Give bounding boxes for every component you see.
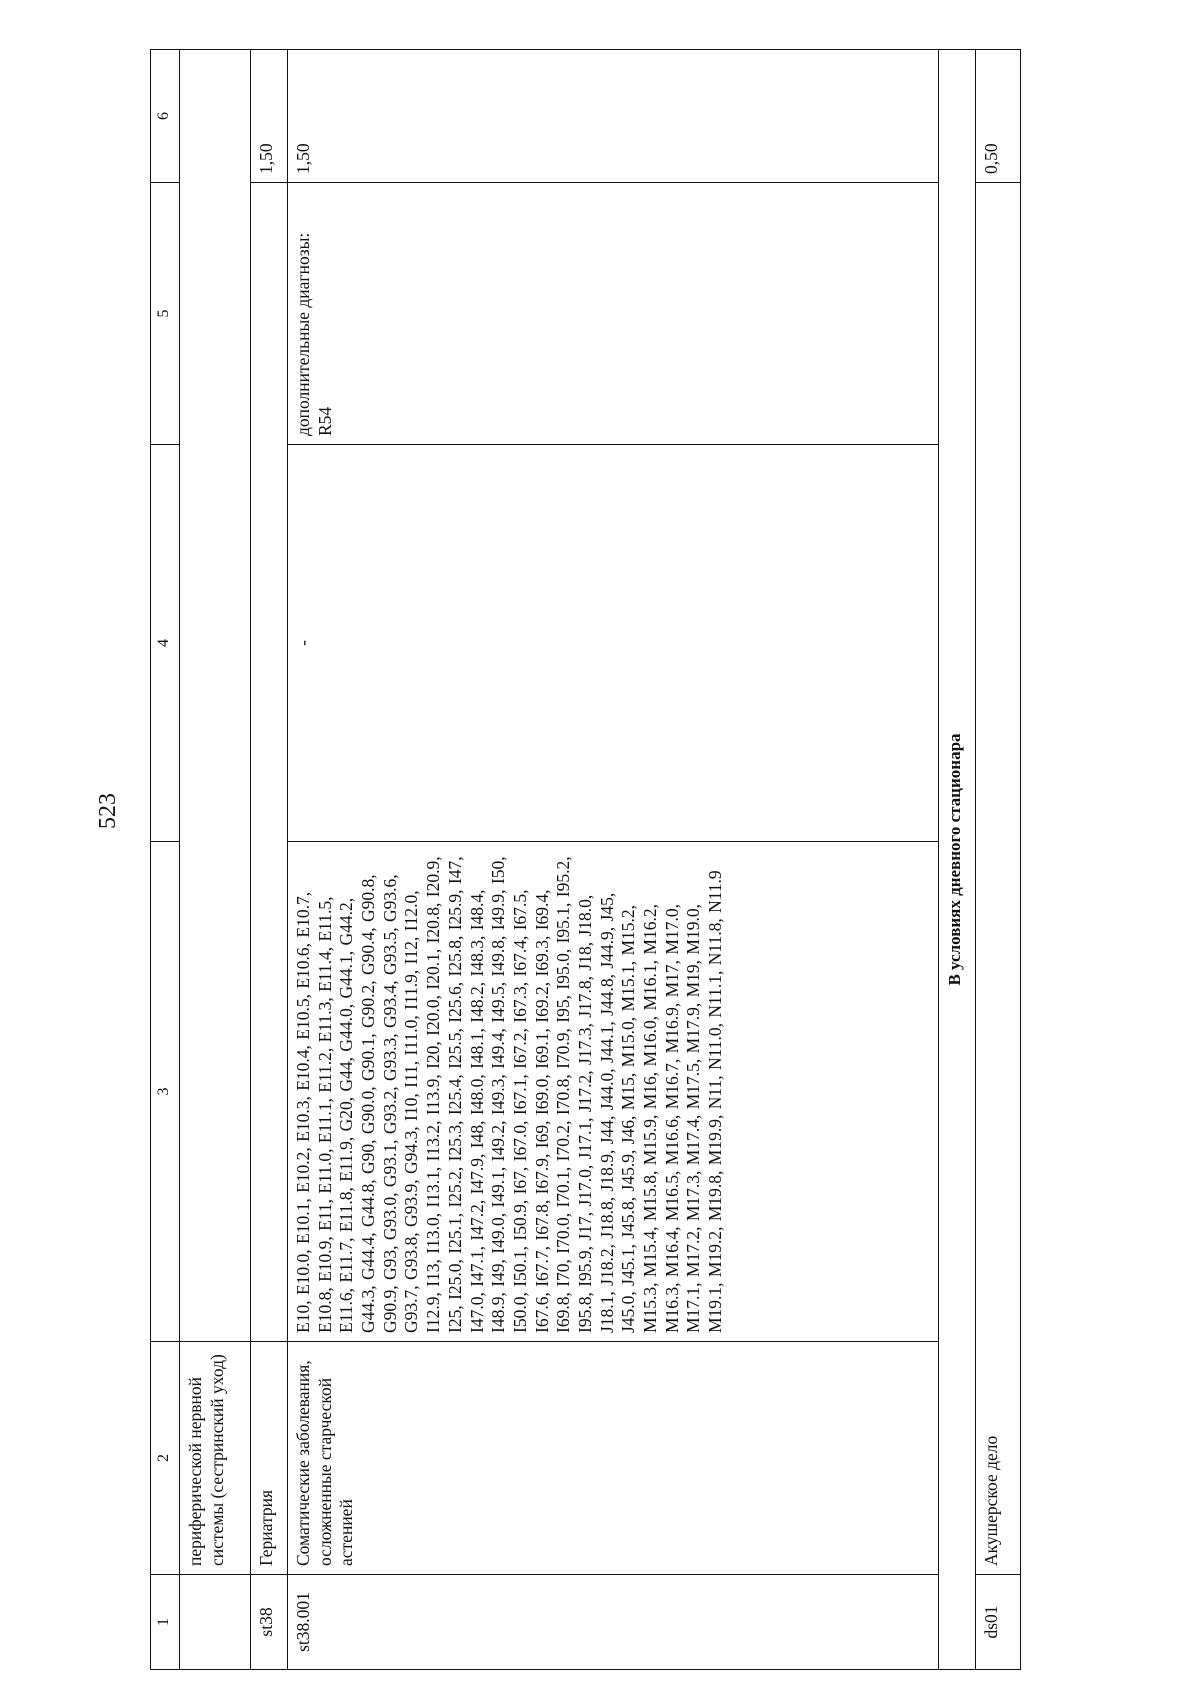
header-cell-5: 5 (151, 183, 180, 445)
row-additional-diagnoses (288, 183, 939, 445)
page-number: 523 (95, 793, 121, 829)
group-coef: 1,50 (251, 50, 288, 183)
continuation-name-cell: периферической нервной системы (сестринский уход) (180, 1342, 251, 1575)
ds-row-code: ds01 (976, 1575, 1021, 1670)
section-title: В условиях дневного стационара (939, 50, 976, 1670)
group-code: st38 (251, 1575, 288, 1670)
row-col4: - (288, 445, 939, 842)
row-diagnosis-codes: E10, E10.0, E10.1, E10.2, E10.3, E10.4, E10.5, E10.6, E10.7, E10.8, E10.9, E11, E11.0, E11.1, E11.2, E11.3, E11.4, E11.5, E11.6, E11.7, E11.8, E11.9, G20, G44, G44.0, G44.1, G44.2, G44.3, G44.4, G44.8, G90, G90.0, G90.1, G90.2, G90.4, G90.8, G90.9, G93, G93.0, G93.1, G93.2, G93.3, G93.4, G93.5, G93.6, G93.7, G93.8, G93.9, G94.3, I10, I11, I11.0, I11.9, I12, I12.0, I12.9, I13, I13.0, I13.1, I13.2, I13.9, I20, I20.0, I20.1, I20.8, I20.9, I25, I25.0, I25.1, I25.2, I25.3, I25.4, I25.5, I25.6, I25.8, I25.9, I47, I47.0, I47.1, I47.2, I47.9, I48, I48.0, I48.1, I48.2, I48.3, I48.4, I48.9, I49, I49.0, I49.1, I49.2, I49.3, I49.4, I49.5, I49.8, I49.9, I50, I50.0, I50.1, I50.9, I67, I67.0, I67.1, I67.2, I67.3, I67.4, I67.5, I67.6, I67.7, I67.8, I67.9, I69, I69.0, I69.1, I69.2, I69.3, I69.4, I69.8, I70, I70.0, I70.1, I70.2, I70.8, I70.9, I95, I95.0, I95.1, I95.2, I95.8, I95.9, J17, J17.0, J17.1, J17.2, J17.3, J17.8, J18, J18.0, J18.1, J18.2, J18.8, J18.9, J44, J44.0, J44.1, J44.8, J44.9, J45, J45.0, J45.1, J45.8, J45.9, J46, M15, M15.0, M15.1, M15.2, M15.3, M15.4, M15.8, M15.9, M16, M16.0, M16.1, M16.2, M16.3, M16.4, M16.5, M16.6, M16.7, M16.9, M17, M17.0, M17.1, M17.2, M17.3, M17.4, M17.5, M17.9, M19, M19.0, M19.1, M19.2, M19.8, M19.9, N11, N11.0, N11.1, N11.8, N11.9 (288, 842, 939, 1342)
header-cell-6: 6 (151, 50, 180, 183)
header-cell-4: 4 (151, 445, 180, 842)
header-row (151, 50, 180, 1670)
tariff-table (150, 49, 1021, 1670)
row-code: st38.001 (288, 1575, 939, 1670)
header-cell-3: 3 (151, 842, 180, 1342)
section-row (939, 50, 976, 1670)
group-name: Гериатрия (251, 1342, 288, 1575)
ds-row-name: Акушерское дело (976, 183, 1021, 1575)
header-cell-2: 2 (151, 1342, 180, 1575)
row-name: Соматические заболевания, осложненные старческой астенией (288, 1342, 939, 1575)
continuation-code-cell (180, 1575, 251, 1670)
header-cell-1: 1 (151, 1575, 180, 1670)
row-coef: 1,50 (288, 50, 939, 183)
table-row (976, 50, 1021, 1670)
additional-diagnoses-label: дополнительные диагнозы: (293, 232, 313, 436)
additional-diagnoses-value: R54 (314, 406, 335, 436)
continuation-rest-cell (180, 50, 251, 1342)
table-row (288, 50, 939, 1670)
continuation-row (180, 50, 251, 1670)
group-empty-cell (251, 183, 288, 1342)
ds-row-coef: 0,50 (976, 50, 1021, 183)
group-row (251, 50, 288, 1670)
document-sheet (150, 50, 1070, 1670)
